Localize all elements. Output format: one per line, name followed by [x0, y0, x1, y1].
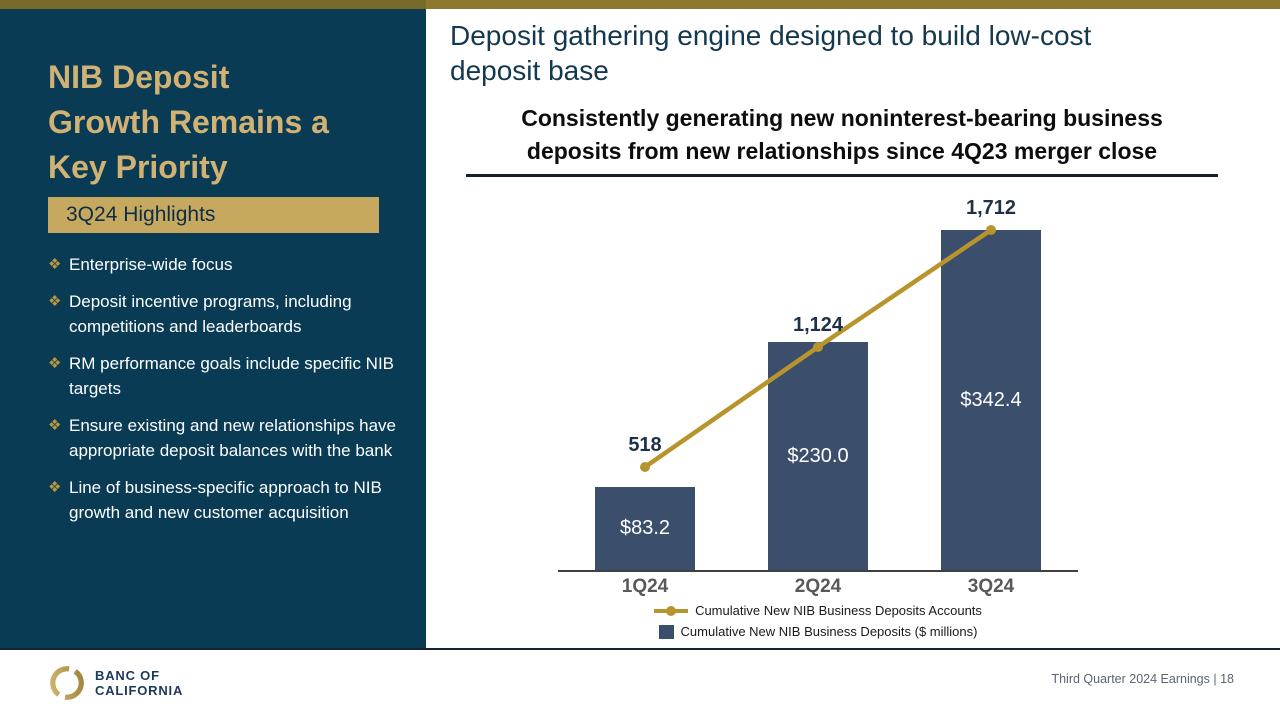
line-marker-icon — [986, 225, 996, 235]
logo-line-2: CALIFORNIA — [95, 683, 184, 698]
legend-item-accounts — [558, 600, 1078, 621]
logo-wordmark — [95, 668, 183, 698]
x-axis-label-2Q24: 2Q24 — [794, 576, 842, 597]
sidebar-title — [48, 55, 329, 190]
diamond-bullet-icon: ❖ — [48, 293, 62, 310]
banc-of-california-ring-icon — [48, 664, 86, 702]
chart-headline-line-1: Consistently generating new noninterest-bearing business — [521, 105, 1163, 131]
bar-value-label: $342.4 — [960, 388, 1022, 411]
line-series — [558, 196, 1078, 570]
sidebar-title-line-3: Key Priority — [48, 149, 228, 185]
headline-underline — [466, 174, 1218, 177]
chart-headline — [446, 102, 1238, 168]
top-stripe-left — [0, 0, 426, 9]
x-axis-label-3Q24: 3Q24 — [967, 576, 1015, 597]
legend-label: Cumulative New NIB Business Deposits ($ millions) — [680, 624, 978, 639]
deck-title: Third Quarter 2024 Earnings | — [1051, 672, 1217, 686]
highlights-header — [48, 197, 379, 233]
page-title-line-2: deposit base — [450, 55, 609, 86]
footer-page-info — [1051, 672, 1234, 686]
page-title — [450, 18, 1091, 88]
chart — [558, 196, 1078, 648]
highlights-header-label: 3Q24 Highlights — [66, 203, 216, 226]
x-axis-line — [558, 570, 1078, 572]
chart-headline-line-2: deposits from new relationships since 4Q23 merger close — [526, 138, 1158, 164]
list-item — [48, 413, 410, 463]
line-value-label: 1,712 — [965, 197, 1017, 219]
line-value-label: 1,124 — [792, 314, 844, 336]
list-item — [48, 289, 410, 339]
sidebar-title-line-1: NIB Deposit — [48, 59, 230, 95]
bullet-text: RM performance goals include specific NIB targets — [69, 354, 395, 398]
logo-line-1: BANC OF — [95, 668, 160, 683]
company-logo — [48, 664, 183, 702]
chart-legend — [558, 600, 1078, 642]
page-number: 18 — [1220, 672, 1234, 686]
chart-plot — [558, 196, 1078, 570]
top-stripe-right — [426, 0, 1280, 9]
bar-value-label: $83.2 — [619, 517, 671, 539]
sidebar-title-line-2: Growth Remains a — [48, 104, 329, 140]
line-value-label: 518 — [628, 434, 662, 456]
diamond-bullet-icon: ❖ — [48, 355, 62, 372]
bar-series-swatch-icon — [659, 625, 674, 639]
bullet-text: Deposit incentive programs, including competitions and leaderboards — [69, 292, 352, 336]
list-item — [48, 475, 410, 525]
line-marker-icon — [813, 342, 823, 352]
diamond-bullet-icon: ❖ — [48, 417, 62, 434]
line-series-swatch-icon — [654, 609, 688, 613]
bullet-text: Line of business-specific approach to NIB growth and new customer acquisition — [69, 478, 382, 522]
bullet-text: Ensure existing and new relationships have appropriate deposit balances with the bank — [69, 416, 396, 460]
legend-label: Cumulative New NIB Business Deposits Accounts — [695, 603, 982, 618]
legend-item-deposits — [558, 621, 1078, 642]
diamond-bullet-icon: ❖ — [48, 256, 62, 273]
footer-divider — [0, 648, 1280, 650]
line-marker-icon — [640, 462, 650, 472]
highlights-bullet-list — [48, 252, 410, 537]
list-item — [48, 252, 410, 277]
x-axis-label-1Q24: 1Q24 — [621, 576, 669, 597]
bar-value-label: $230.0 — [787, 444, 849, 467]
list-item — [48, 351, 410, 401]
page-title-line-1: Deposit gathering engine designed to build low-cost — [450, 20, 1092, 51]
sidebar — [0, 9, 426, 648]
bullet-text: Enterprise-wide focus — [69, 255, 233, 274]
diamond-bullet-icon: ❖ — [48, 479, 62, 496]
